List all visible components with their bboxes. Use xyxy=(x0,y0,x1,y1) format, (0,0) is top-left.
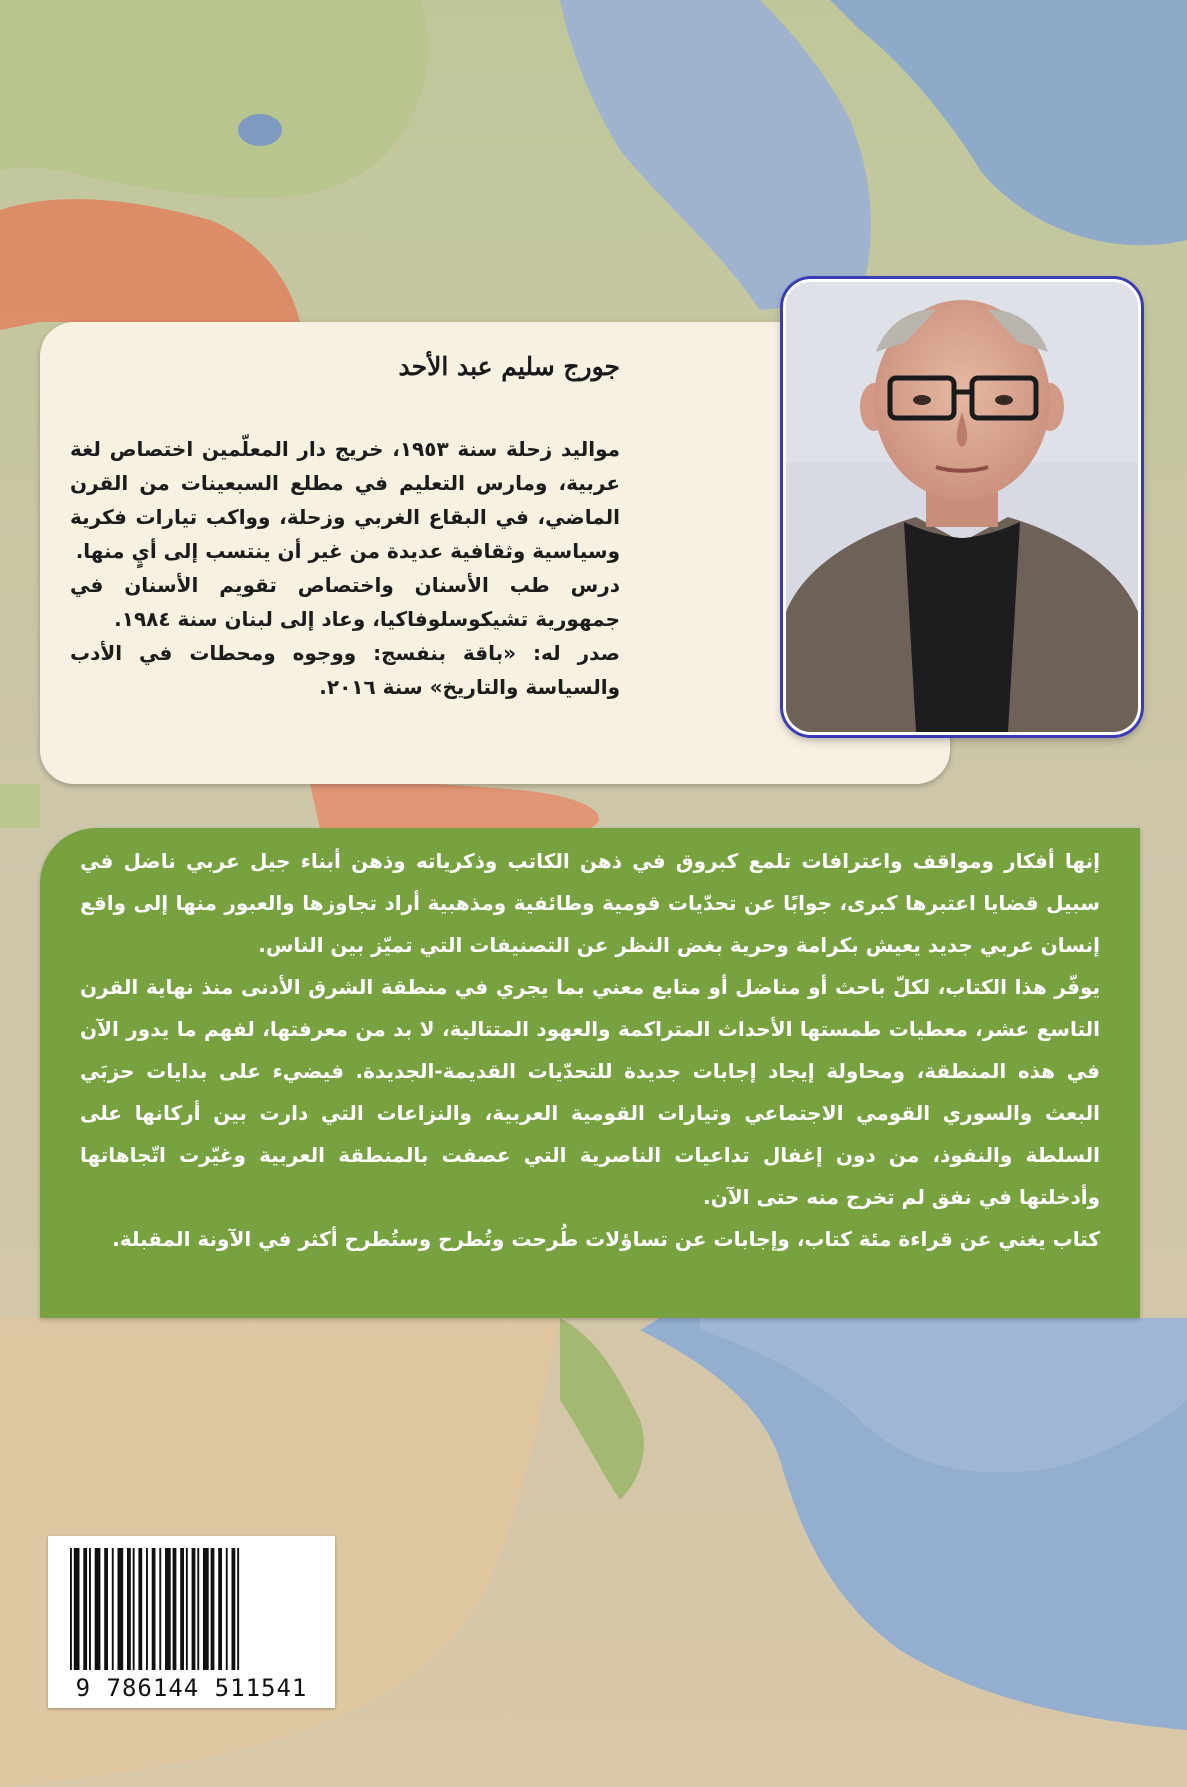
barcode-bar xyxy=(165,1548,171,1670)
barcode-bar xyxy=(226,1548,228,1670)
isbn-number: 9 786144 511541 xyxy=(75,1674,308,1702)
barcode-bar xyxy=(138,1548,142,1670)
barcode-bar xyxy=(237,1548,239,1670)
barcode-bar xyxy=(112,1548,114,1670)
barcode-bar xyxy=(197,1548,199,1670)
isbn-barcode xyxy=(48,1536,335,1708)
barcode-bars xyxy=(48,1536,335,1676)
barcode-bar xyxy=(83,1548,87,1670)
author-bio xyxy=(70,432,620,704)
barcode-bar xyxy=(74,1548,80,1670)
description-paragraph: كتاب يغني عن قراءة مئة كتاب، وإجابات عن تساؤلات طُرحت وتُطرح وستُطرح أكثر في الآونة المقبلة. xyxy=(112,1227,1100,1251)
barcode-bar xyxy=(218,1548,222,1670)
book-description xyxy=(80,840,1100,1260)
barcode-bar xyxy=(70,1548,72,1670)
barcode-bar xyxy=(232,1548,236,1670)
barcode-bar xyxy=(95,1548,101,1670)
barcode-bar xyxy=(104,1548,108,1670)
barcode-bar xyxy=(186,1548,188,1670)
barcode-bar xyxy=(159,1548,161,1670)
barcode-bar xyxy=(180,1548,184,1670)
author-name: جورج سليم عبد الأحد xyxy=(398,352,620,381)
description-paragraph: يوفّر هذا الكتاب، لكلّ باحث أو مناضل أو متابع معني بما يجري في منطقة الشرق الأدنى منذ نهاية القرن التاسع عشر، معطيات طمستها الأحداث المتراكمة والعهود المتتالية، لا بد من معرفتها، لفهم ما يدور الآن في هذه المنطقة، ومحاولة إيجاد إجابات جديدة للتحدّيات القديمة-الجديدة. فيضيء على بدايات حزبَي البعث والسوري القومي الاجتماعي وتيارات القومية العربية، والنزاعات التي دارت بين أركانها على السلطة والنفوذ، من دون إغفال تداعيات الناصرية التي عصفت بالمنطقة العربية وغيّرت اتّجاهاتها وأدخلتها في نفق لم تخرج منه حتى الآن. xyxy=(80,975,1100,1209)
barcode-bar xyxy=(211,1548,215,1670)
barcode-bar xyxy=(146,1548,148,1670)
barcode-bar xyxy=(89,1548,91,1670)
bio-paragraph: صدر له: «باقة بنفسج: ووجوه ومحطات في الأدب والسياسة والتاريخ» سنة ٢٠١٦. xyxy=(70,641,620,699)
barcode-bar xyxy=(152,1548,156,1670)
author-photo xyxy=(783,279,1141,735)
barcode-bar xyxy=(127,1548,131,1670)
barcode-bar xyxy=(192,1548,196,1670)
barcode-bar xyxy=(203,1548,209,1670)
barcode-bar xyxy=(133,1548,135,1670)
bio-paragraph: مواليد زحلة سنة ١٩٥٣، خريج دار المعلّمين اختصاص لغة عربية، ومارس التعليم في مطلع السبعينات من القرن الماضي، في البقاع الغربي وزحلة، وواكب تيارات فكرية وسياسية وثقافية عديدة من غير أن ينتسب إلى أيٍ منها. xyxy=(70,437,620,563)
barcode-bar xyxy=(173,1548,177,1670)
bio-paragraph: درس طب الأسنان واختصاص تقويم الأسنان في جمهورية تشيكوسلوفاكيا، وعاد إلى لبنان سنة ١٩٨٤. xyxy=(70,573,620,631)
description-paragraph: إنها أفكار ومواقف واعترافات تلمع كبروق في ذهن الكاتب وذكرياته وذهن أبناء جيل عربي ناضل في سبيل قضايا اعتبرها كبرى، جوابًا عن تحدّيات قومية وطائفية ومذهبية أراد تجاوزها والعبور منها إلى واقع إنسان عربي جديد يعيش بكرامة وحرية بغض النظر عن التصنيفات التي تميّز بين الناس. xyxy=(80,849,1100,957)
book-description-panel xyxy=(40,828,1140,1318)
barcode-bar xyxy=(118,1548,124,1670)
